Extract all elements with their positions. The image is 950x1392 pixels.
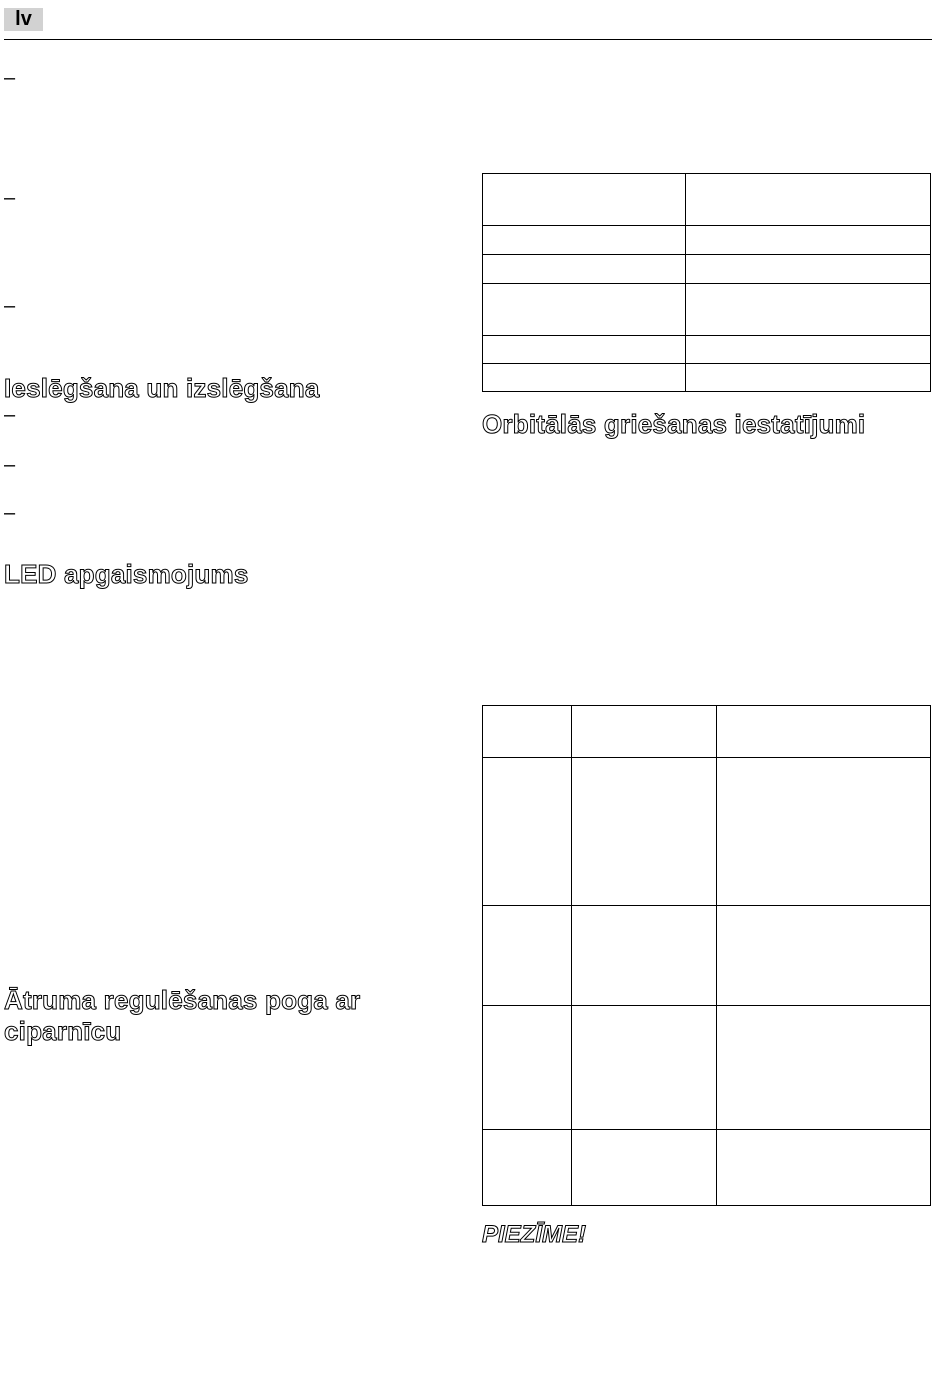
list-bullet: – [4, 404, 16, 426]
table-cell [717, 758, 931, 906]
language-badge: lv [4, 8, 43, 31]
table-cell [483, 1006, 572, 1130]
table-cell [483, 284, 686, 336]
table-cell [686, 284, 931, 336]
table-row [483, 1130, 931, 1206]
table-row [483, 174, 931, 226]
list-bullet: – [4, 502, 16, 524]
table-cell [717, 1130, 931, 1206]
list-bullet: – [4, 67, 16, 89]
table-cell [483, 255, 686, 284]
table-cell [572, 1006, 717, 1130]
table-cell [483, 706, 572, 758]
table-cell [572, 758, 717, 906]
header-divider [4, 39, 932, 40]
note-label: PIEZĪME! [482, 1221, 587, 1248]
section-heading-on-off: Ieslēgšana un izslēgšana [4, 373, 320, 403]
table-row [483, 226, 931, 255]
table-cell [686, 226, 931, 255]
table-row [483, 284, 931, 336]
table-cell [572, 1130, 717, 1206]
table-row [483, 906, 931, 1006]
table-cell [686, 255, 931, 284]
table-cell [572, 906, 717, 1006]
table-cell [483, 364, 686, 392]
table-cell [572, 706, 717, 758]
table-cell [717, 906, 931, 1006]
list-bullet: – [4, 187, 16, 209]
table-cell [686, 174, 931, 226]
section-heading-speed-line1: Ātruma regulēšanas poga ar [4, 985, 361, 1015]
table-cell [483, 226, 686, 255]
table-cell [483, 906, 572, 1006]
list-bullet: – [4, 454, 16, 476]
table-cell [686, 336, 931, 364]
list-bullet: – [4, 295, 16, 317]
table-row [483, 255, 931, 284]
table-cell [483, 174, 686, 226]
table-cell [483, 1130, 572, 1206]
section-heading-speed-line2: ciparnīcu [4, 1016, 122, 1046]
settings-table [482, 173, 931, 392]
table-cell [483, 336, 686, 364]
section-heading-led: LED apgaismojums [4, 559, 249, 589]
table-cell [483, 758, 572, 906]
section-heading-orbital: Orbitālās griešanas iestatījumi [482, 409, 866, 439]
table-cell [717, 1006, 931, 1130]
table-row [483, 364, 931, 392]
table-row [483, 336, 931, 364]
orbital-settings-table [482, 705, 931, 1206]
table-row [483, 706, 931, 758]
table-cell [686, 364, 931, 392]
table-cell [717, 706, 931, 758]
table-row [483, 758, 931, 906]
table-row [483, 1006, 931, 1130]
